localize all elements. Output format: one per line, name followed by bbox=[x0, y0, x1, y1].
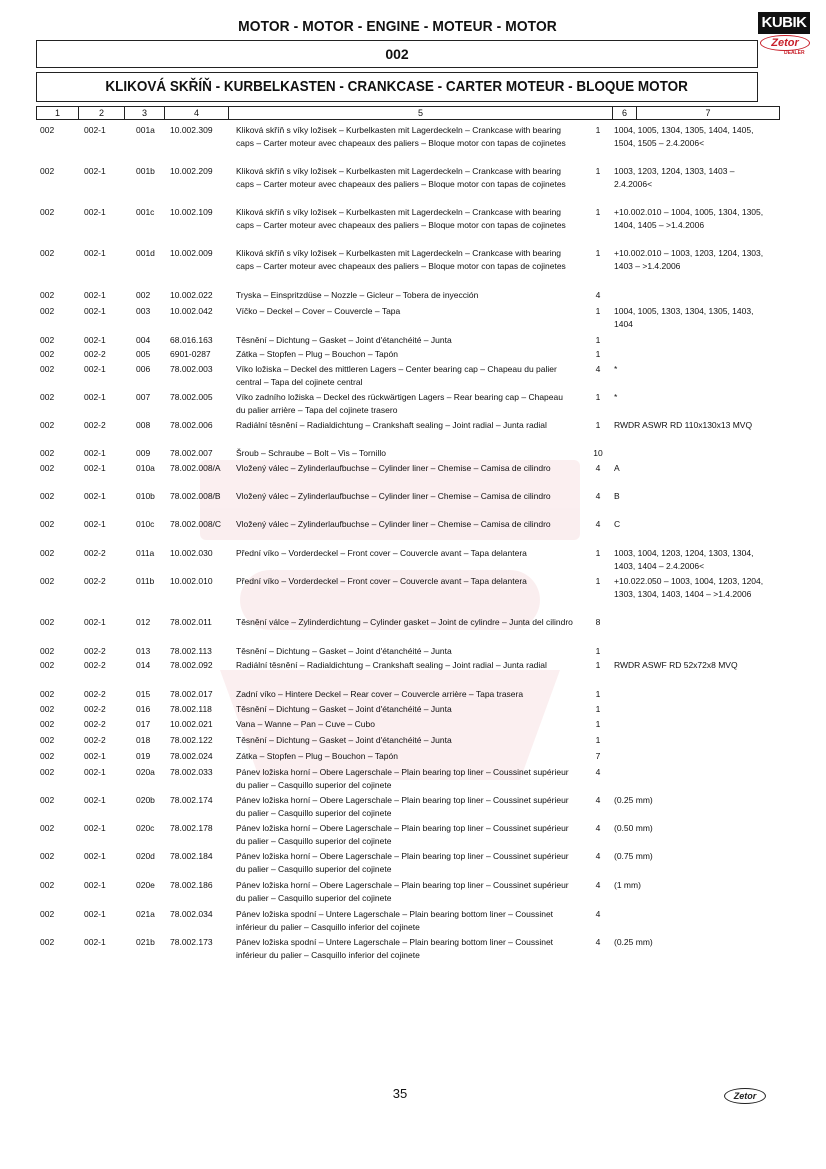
cell-c3: 001d bbox=[136, 248, 155, 258]
cell-c6: 1 bbox=[595, 335, 601, 345]
cell-c3: 005 bbox=[136, 349, 151, 359]
cell-c6: 4 bbox=[595, 909, 601, 919]
cell-c6: 1 bbox=[595, 719, 601, 729]
footer-zetor-logo: Zetor bbox=[724, 1088, 766, 1104]
cell-c2: 002-1 bbox=[84, 767, 106, 777]
cell-c2: 002-1 bbox=[84, 392, 106, 402]
zetor-logo-text: Zetor bbox=[760, 35, 810, 51]
cell-c1: 002 bbox=[40, 420, 55, 430]
cell-c1: 002 bbox=[40, 248, 55, 258]
cell-c7: (0.75 mm) bbox=[614, 851, 653, 861]
cell-c3: 020a bbox=[136, 767, 155, 777]
cell-c2: 002-1 bbox=[84, 851, 106, 861]
kubik-logo-text: KUBIK bbox=[758, 12, 810, 34]
cell-c6: 1 bbox=[595, 689, 601, 699]
cell-c2: 002-1 bbox=[84, 125, 106, 135]
cell-c1: 002 bbox=[40, 937, 55, 947]
cell-c5: Pánev ložiska spodní – Untere Lagerschale – Plain bearing bottom liner – Coussinet inférieur du palier – Casquillo inferior del cojinete bbox=[236, 909, 554, 932]
cell-c6: 4 bbox=[595, 795, 601, 805]
cell-c5: Šroub – Schraube – Bolt – Vis – Tornillo bbox=[236, 448, 386, 458]
page-number: 35 bbox=[392, 1086, 408, 1101]
cell-c1: 002 bbox=[40, 491, 55, 501]
cell-c7: * bbox=[614, 392, 618, 402]
column-header-row bbox=[36, 106, 780, 120]
cell-c6: 8 bbox=[595, 617, 601, 627]
cell-c6: 1 bbox=[595, 166, 601, 176]
cell-c3: 020d bbox=[136, 851, 155, 861]
cell-c3: 006 bbox=[136, 364, 151, 374]
cell-c2: 002-1 bbox=[84, 463, 106, 473]
cell-c1: 002 bbox=[40, 290, 55, 300]
cell-c1: 002 bbox=[40, 207, 55, 217]
cell-c3: 001c bbox=[136, 207, 155, 217]
cell-c6: 1 bbox=[595, 349, 601, 359]
column-header: 3 bbox=[125, 107, 165, 119]
cell-c3: 004 bbox=[136, 335, 151, 345]
cell-c3: 021a bbox=[136, 909, 155, 919]
cell-c7: 1004, 1005, 1304, 1305, 1404, 1405, 1504, 1505 – 2.4.2006< bbox=[614, 125, 754, 148]
cell-c4: 10.002.030 bbox=[170, 548, 213, 558]
cell-c5: Pánev ložiska horní – Obere Lagerschale – Plain bearing top liner – Coussinet supérieur du palier – Casquillo superior del cojinete bbox=[236, 851, 569, 874]
cell-c7: +10.002.010 – 1003, 1203, 1204, 1303, 1403 – >1.4.2006 bbox=[614, 248, 764, 271]
cell-c1: 002 bbox=[40, 704, 55, 714]
cell-c7: RWDR ASWR RD 110x130x13 MVQ bbox=[614, 420, 753, 430]
cell-c3: 007 bbox=[136, 392, 151, 402]
cell-c6: 4 bbox=[595, 937, 601, 947]
cell-c2: 002-2 bbox=[84, 646, 106, 656]
cell-c6: 10 bbox=[593, 448, 603, 458]
cell-c3: 014 bbox=[136, 660, 151, 670]
cell-c3: 012 bbox=[136, 617, 151, 627]
cell-c4: 78.002.003 bbox=[170, 364, 213, 374]
cell-c2: 002-2 bbox=[84, 548, 106, 558]
cell-c5: Pánev ložiska horní – Obere Lagerschale – Plain bearing top liner – Coussinet supérieur du palier – Casquillo superior del cojinete bbox=[236, 795, 569, 818]
cell-c7: C bbox=[614, 519, 621, 529]
cell-c7: (0.25 mm) bbox=[614, 795, 653, 805]
cell-c2: 002-2 bbox=[84, 660, 106, 670]
cell-c4: 78.002.113 bbox=[170, 646, 212, 656]
group-code: 002 bbox=[36, 40, 758, 68]
cell-c5: Těsnění – Dichtung – Gasket – Joint d'étanchéité – Junta bbox=[236, 335, 452, 345]
cell-c1: 002 bbox=[40, 767, 55, 777]
cell-c3: 001a bbox=[136, 125, 155, 135]
cell-c1: 002 bbox=[40, 335, 55, 345]
cell-c7: 1003, 1004, 1203, 1204, 1303, 1304, 1403, 1404 – 2.4.2006< bbox=[614, 548, 754, 571]
cell-c1: 002 bbox=[40, 392, 55, 402]
cell-c4: 78.002.007 bbox=[170, 448, 213, 458]
cell-c1: 002 bbox=[40, 909, 55, 919]
cell-c1: 002 bbox=[40, 851, 55, 861]
cell-c4: 78.002.008/C bbox=[170, 519, 222, 529]
cell-c5: Zadní víko – Hintere Deckel – Rear cover – Couvercle arrière – Tapa trasera bbox=[236, 689, 524, 699]
cell-c5: Pánev ložiska horní – Obere Lagerschale – Plain bearing top liner – Coussinet supérieur du palier – Casquillo superior del cojinete bbox=[236, 823, 569, 846]
cell-c4: 78.002.024 bbox=[170, 751, 213, 761]
cell-c7: B bbox=[614, 491, 620, 501]
section-title: MOTOR - MOTOR - ENGINE - MOTEUR - MOTOR bbox=[238, 18, 557, 35]
cell-c2: 002-1 bbox=[84, 751, 106, 761]
cell-c1: 002 bbox=[40, 576, 55, 586]
cell-c1: 002 bbox=[40, 349, 55, 359]
cell-c4: 78.002.034 bbox=[170, 909, 213, 919]
cell-c1: 002 bbox=[40, 519, 55, 529]
cell-c7: (1 mm) bbox=[614, 880, 641, 890]
cell-c1: 002 bbox=[40, 448, 55, 458]
cell-c2: 002-2 bbox=[84, 719, 106, 729]
cell-c3: 018 bbox=[136, 735, 151, 745]
cell-c4: 78.002.174 bbox=[170, 795, 213, 805]
cell-c2: 002-1 bbox=[84, 248, 106, 258]
cell-c2: 002-2 bbox=[84, 735, 106, 745]
cell-c5: Zátka – Stopfen – Plug – Bouchon – Tapón bbox=[236, 349, 398, 359]
cell-c4: 78.002.118 bbox=[170, 704, 212, 714]
cell-c1: 002 bbox=[40, 166, 55, 176]
column-header: 6 bbox=[613, 107, 637, 119]
cell-c4: 78.002.005 bbox=[170, 392, 213, 402]
cell-c6: 4 bbox=[595, 767, 601, 777]
cell-c5: Víko ložiska – Deckel des mittleren Lagers – Center bearing cap – Chapeau du palier central – Tapa del cojinete central bbox=[236, 364, 557, 387]
cell-c5: Těsnění – Dichtung – Gasket – Joint d'étanchéité – Junta bbox=[236, 646, 452, 656]
group-title: KLIKOVÁ SKŘÍŇ - KURBELKASTEN - CRANKCASE - CARTER MOTEUR - BLOQUE MOTOR bbox=[105, 78, 689, 95]
cell-c7: RWDR ASWF RD 52x72x8 MVQ bbox=[614, 660, 738, 670]
cell-c6: 1 bbox=[595, 576, 601, 586]
cell-c4: 78.002.006 bbox=[170, 420, 213, 430]
cell-c2: 002-1 bbox=[84, 937, 106, 947]
cell-c3: 011a bbox=[136, 548, 155, 558]
cell-c5: Kliková skříň s víky ložisek – Kurbelkasten mit Lagerdeckeln – Crankcase with bearing caps – Carter moteur avec chapeaux des paliers – Bloque motor con tapas de cojinetes bbox=[236, 166, 566, 189]
cell-c5: Zátka – Stopfen – Plug – Bouchon – Tapón bbox=[236, 751, 398, 761]
cell-c2: 002-1 bbox=[84, 880, 106, 890]
cell-c1: 002 bbox=[40, 719, 55, 729]
cell-c5: Přední víko – Vorderdeckel – Front cover – Couvercle avant – Tapa delantera bbox=[236, 576, 527, 586]
cell-c1: 002 bbox=[40, 823, 55, 833]
cell-c4: 78.002.033 bbox=[170, 767, 213, 777]
cell-c3: 010a bbox=[136, 463, 155, 473]
cell-c3: 008 bbox=[136, 420, 151, 430]
cell-c5: Radiální těsnění – Radialdichtung – Crankshaft sealing – Joint radial – Junta radial bbox=[236, 420, 547, 430]
cell-c5: Radiální těsnění – Radialdichtung – Crankshaft sealing – Joint radial – Junta radial bbox=[236, 660, 547, 670]
cell-c3: 020b bbox=[136, 795, 155, 805]
cell-c3: 020e bbox=[136, 880, 155, 890]
cell-c1: 002 bbox=[40, 364, 55, 374]
cell-c6: 1 bbox=[595, 420, 601, 430]
cell-c4: 78.002.008/A bbox=[170, 463, 221, 473]
cell-c2: 002-1 bbox=[84, 290, 106, 300]
cell-c6: 4 bbox=[595, 519, 601, 529]
cell-c7: A bbox=[614, 463, 620, 473]
cell-c7: 1004, 1005, 1303, 1304, 1305, 1403, 1404 bbox=[614, 306, 754, 329]
cell-c4: 10.002.109 bbox=[170, 207, 213, 217]
column-header: 4 bbox=[165, 107, 229, 119]
cell-c3: 016 bbox=[136, 704, 151, 714]
group-title-box bbox=[36, 72, 758, 102]
cell-c6: 4 bbox=[595, 880, 601, 890]
cell-c4: 78.002.186 bbox=[170, 880, 213, 890]
cell-c5: Těsnění – Dichtung – Gasket – Joint d'étanchéité – Junta bbox=[236, 735, 452, 745]
cell-c5: Pánev ložiska spodní – Untere Lagerschale – Plain bearing bottom liner – Coussinet inférieur du palier – Casquillo inferior del cojinete bbox=[236, 937, 554, 960]
cell-c1: 002 bbox=[40, 548, 55, 558]
cell-c6: 4 bbox=[595, 290, 601, 300]
cell-c6: 1 bbox=[595, 704, 601, 714]
cell-c2: 002-1 bbox=[84, 909, 106, 919]
cell-c5: Vana – Wanne – Pan – Cuve – Cubo bbox=[236, 719, 375, 729]
column-header: 5 bbox=[229, 107, 613, 119]
cell-c6: 1 bbox=[595, 548, 601, 558]
cell-c3: 015 bbox=[136, 689, 151, 699]
cell-c3: 019 bbox=[136, 751, 151, 761]
cell-c4: 78.002.008/B bbox=[170, 491, 221, 501]
cell-c5: Vložený válec – Zylinderlaufbuchse – Cylinder liner – Chemise – Camisa de cilindro bbox=[236, 519, 551, 529]
cell-c5: Kliková skříň s víky ložisek – Kurbelkasten mit Lagerdeckeln – Crankcase with bearing caps – Carter moteur avec chapeaux des paliers – Bloque motor con tapas de cojinetes bbox=[236, 248, 566, 271]
cell-c5: Víčko – Deckel – Cover – Couvercle – Tapa bbox=[236, 306, 401, 316]
cell-c3: 002 bbox=[136, 290, 151, 300]
cell-c7: * bbox=[614, 364, 618, 374]
cell-c4: 78.002.011 bbox=[170, 617, 212, 627]
cell-c3: 013 bbox=[136, 646, 151, 656]
cell-c4: 10.002.309 bbox=[170, 125, 213, 135]
cell-c2: 002-1 bbox=[84, 166, 106, 176]
cell-c4: 10.002.010 bbox=[170, 576, 213, 586]
cell-c4: 6901-0287 bbox=[170, 349, 211, 359]
cell-c7: 1003, 1203, 1204, 1303, 1403 – 2.4.2006< bbox=[614, 166, 735, 189]
cell-c4: 68.016.163 bbox=[170, 335, 213, 345]
cell-c2: 002-2 bbox=[84, 689, 106, 699]
cell-c4: 78.002.092 bbox=[170, 660, 213, 670]
cell-c3: 010b bbox=[136, 491, 155, 501]
cell-c2: 002-1 bbox=[84, 207, 106, 217]
cell-c2: 002-1 bbox=[84, 795, 106, 805]
cell-c3: 003 bbox=[136, 306, 151, 316]
cell-c5: Pánev ložiska horní – Obere Lagerschale – Plain bearing top liner – Coussinet supérieur du palier – Casquillo superior del cojinete bbox=[236, 767, 569, 790]
cell-c2: 002-1 bbox=[84, 617, 106, 627]
cell-c7: (0.25 mm) bbox=[614, 937, 653, 947]
cell-c2: 002-1 bbox=[84, 335, 106, 345]
cell-c5: Vložený válec – Zylinderlaufbuchse – Cylinder liner – Chemise – Camisa de cilindro bbox=[236, 463, 551, 473]
cell-c1: 002 bbox=[40, 751, 55, 761]
cell-c6: 1 bbox=[595, 735, 601, 745]
cell-c1: 002 bbox=[40, 795, 55, 805]
cell-c4: 78.002.122 bbox=[170, 735, 213, 745]
cell-c7: +10.002.010 – 1004, 1005, 1304, 1305, 1404, 1405 – >1.4.2006 bbox=[614, 207, 764, 230]
cell-c2: 002-1 bbox=[84, 448, 106, 458]
column-header: 1 bbox=[37, 107, 79, 119]
cell-c5: Kliková skříň s víky ložisek – Kurbelkasten mit Lagerdeckeln – Crankcase with bearing caps – Carter moteur avec chapeaux des paliers – Bloque motor con tapas de cojinetes bbox=[236, 125, 566, 148]
cell-c6: 1 bbox=[595, 660, 601, 670]
cell-c2: 002-1 bbox=[84, 364, 106, 374]
cell-c4: 10.002.021 bbox=[170, 719, 213, 729]
cell-c3: 021b bbox=[136, 937, 155, 947]
cell-c5: Víko zadního ložiska – Deckel des rückwärtigen Lagers – Rear bearing cap – Chapeau du palier arrière – Tapa del cojinete trasero bbox=[236, 392, 563, 415]
cell-c3: 017 bbox=[136, 719, 151, 729]
cell-c1: 002 bbox=[40, 660, 55, 670]
cell-c6: 1 bbox=[595, 207, 601, 217]
cell-c4: 10.002.042 bbox=[170, 306, 213, 316]
cell-c4: 10.002.009 bbox=[170, 248, 213, 258]
cell-c2: 002-2 bbox=[84, 349, 106, 359]
cell-c7: (0.50 mm) bbox=[614, 823, 653, 833]
cell-c6: 1 bbox=[595, 306, 601, 316]
cell-c5: Pánev ložiska horní – Obere Lagerschale – Plain bearing top liner – Coussinet supérieur du palier – Casquillo superior del cojinete bbox=[236, 880, 569, 903]
cell-c6: 4 bbox=[595, 823, 601, 833]
cell-c1: 002 bbox=[40, 306, 55, 316]
cell-c2: 002-2 bbox=[84, 576, 106, 586]
cell-c2: 002-1 bbox=[84, 823, 106, 833]
cell-c3: 010c bbox=[136, 519, 155, 529]
column-header: 7 bbox=[705, 108, 711, 118]
cell-c5: Těsnění – Dichtung – Gasket – Joint d'étanchéité – Junta bbox=[236, 704, 452, 714]
cell-c6: 1 bbox=[595, 646, 601, 656]
cell-c1: 002 bbox=[40, 880, 55, 890]
cell-c2: 002-2 bbox=[84, 420, 106, 430]
cell-c3: 009 bbox=[136, 448, 151, 458]
cell-c4: 78.002.173 bbox=[170, 937, 213, 947]
cell-c7: +10.022.050 – 1003, 1004, 1203, 1204, 1303, 1304, 1403, 1404 – >1.4.2006 bbox=[614, 576, 764, 599]
cell-c6: 1 bbox=[595, 125, 601, 135]
cell-c5: Přední víko – Vorderdeckel – Front cover – Couvercle avant – Tapa delantera bbox=[236, 548, 527, 558]
cell-c5: Kliková skříň s víky ložisek – Kurbelkasten mit Lagerdeckeln – Crankcase with bearing caps – Carter moteur avec chapeaux des paliers – Bloque motor con tapas de cojinetes bbox=[236, 207, 566, 230]
cell-c2: 002-1 bbox=[84, 491, 106, 501]
cell-c1: 002 bbox=[40, 617, 55, 627]
cell-c6: 1 bbox=[595, 248, 601, 258]
cell-c1: 002 bbox=[40, 463, 55, 473]
cell-c3: 020c bbox=[136, 823, 155, 833]
kubik-zetor-logo bbox=[758, 12, 810, 54]
cell-c6: 4 bbox=[595, 851, 601, 861]
cell-c6: 4 bbox=[595, 491, 601, 501]
cell-c4: 78.002.184 bbox=[170, 851, 213, 861]
cell-c1: 002 bbox=[40, 125, 55, 135]
cell-c1: 002 bbox=[40, 735, 55, 745]
column-header: 2 bbox=[79, 107, 125, 119]
cell-c1: 002 bbox=[40, 646, 55, 656]
cell-c2: 002-2 bbox=[84, 704, 106, 714]
cell-c6: 1 bbox=[595, 392, 601, 402]
cell-c6: 7 bbox=[595, 751, 601, 761]
cell-c4: 10.002.209 bbox=[170, 166, 213, 176]
cell-c6: 4 bbox=[595, 463, 601, 473]
cell-c4: 10.002.022 bbox=[170, 290, 213, 300]
dealer-logo-text: DEALER bbox=[784, 50, 805, 56]
cell-c5: Těsnění válce – Zylinderdichtung – Cylinder gasket – Joint de cylindre – Junta del cilindro bbox=[236, 617, 573, 627]
cell-c5: Vložený válec – Zylinderlaufbuchse – Cylinder liner – Chemise – Camisa de cilindro bbox=[236, 491, 551, 501]
cell-c4: 78.002.017 bbox=[170, 689, 213, 699]
cell-c2: 002-1 bbox=[84, 519, 106, 529]
cell-c3: 011b bbox=[136, 576, 155, 586]
cell-c3: 001b bbox=[136, 166, 155, 176]
cell-c1: 002 bbox=[40, 689, 55, 699]
cell-c6: 4 bbox=[595, 364, 601, 374]
cell-c5: Tryska – Einspritzdüse – Nozzle – Gicleur – Tobera de inyección bbox=[236, 290, 479, 300]
cell-c4: 78.002.178 bbox=[170, 823, 213, 833]
cell-c2: 002-1 bbox=[84, 306, 106, 316]
